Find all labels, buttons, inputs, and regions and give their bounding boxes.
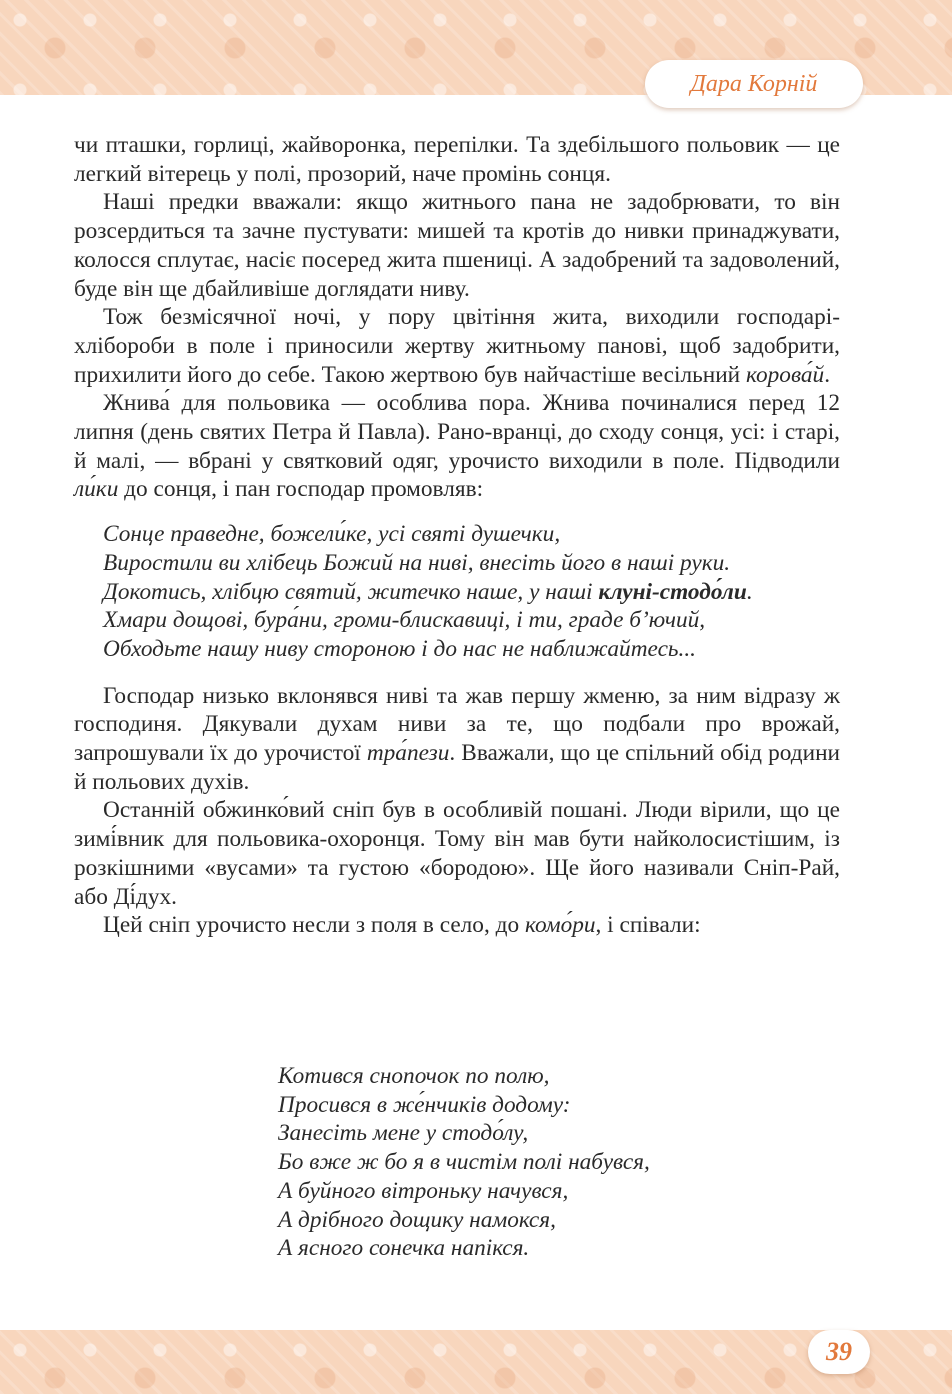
- verse-block-1: [103, 520, 840, 664]
- paragraph-4-text: Жнива́ для польовика — особлива пора. Жнива починалися перед 12 липня (день святих Петра й Павла). Рано-вранці, до сходу сонця, усі: і старі, й малі, — вбрані у святковий одяг, урочисто виходили в поле. Підводили: [74, 390, 840, 474]
- paragraph-3-italic: корова́й: [745, 361, 825, 388]
- paragraph-7-text: Цей сніп урочисто несли з поля в село, до: [103, 912, 525, 939]
- paragraph-3-end: .: [824, 361, 831, 388]
- verse-2-line-5: А буйного вітроньку начувся,: [278, 1177, 569, 1204]
- paragraph-7: [74, 911, 840, 940]
- paragraph-3: [74, 303, 840, 389]
- verse-1-line-5: Обходьте нашу ниву стороною і до нас не наближайтесь...: [103, 635, 696, 662]
- bottom-ornament-band: [0, 1330, 952, 1394]
- author-header-tab: [645, 60, 863, 108]
- main-text: [74, 131, 840, 940]
- verse-2-line-7: А ясного сонечка напікся.: [278, 1235, 530, 1262]
- paragraph-1: чи пташки, горлиці, жайворонка, перепілки. Та здебільшого польовик — це легкий вітерець у полі, прозорий, наче промінь сонця.: [74, 132, 840, 187]
- verse-2-line-1: Котився снопочок по полю,: [278, 1063, 550, 1089]
- page-number: 39: [826, 1337, 852, 1366]
- verse-2-line-6: А дрібного дощику намокся,: [278, 1206, 556, 1233]
- verse-1-line-3: [103, 578, 840, 607]
- verse-1-line-4: Хмари дощові, бура́ни, громи-блискавиці, і ти, граде б’ючий,: [103, 607, 706, 634]
- verse-2-line-2: Просився в же́нчиків додому:: [278, 1091, 571, 1118]
- paragraph-6: Останній обжинко́вий сніп був в особливій пошані. Люди вірили, що це зимі́вник для польовика-охоронця. Тому він мав бути найколосистішим, із розкішними «вусами» та густою «бородою». Ще його називали Сніп-Рай, або Ді́дух.: [74, 797, 840, 910]
- paragraph-5-text: Господар низько вклонявся ниві та жав першу жменю, за ним відразу ж господиня. Дякували духам ниви за те, що подбали про врожай, запрошували їх до урочистої: [74, 682, 840, 767]
- paragraph-2: Наші предки вважали: якщо житнього пана не задобрювати, то він розсердиться та зачне пустувати: мишей та кротів до нивки принаджувати, колосся сплутає, насіє посеред жита пшениці. А задобрений та задоволений, буде він ще дбайливіше доглядати ниву.: [74, 189, 840, 302]
- page-number-badge: [808, 1330, 870, 1374]
- paragraph-7-italic: комо́ри: [524, 912, 596, 939]
- verse-1-line-3-text: Докотись, хлібцю святий, житечко наше, у наші: [103, 578, 599, 605]
- paragraph-5-end: . Вважали, що це спільний обід родини й польових духів.: [74, 740, 840, 795]
- verse-1-line-2: Виростили ви хлібець Божий на ниві, внесіть його в наші руки.: [103, 549, 731, 576]
- paragraph-7-end: , і співали:: [595, 912, 701, 939]
- verse-2-line-3: Занесіть мене у стодо́лу,: [278, 1120, 529, 1147]
- verse-1-line-3-bold: клуні-стодо́ли: [598, 578, 747, 605]
- verse-block-2: [278, 1062, 650, 1263]
- paragraph-5-italic: тра́пези: [366, 740, 450, 767]
- author-name: Дара Корній: [690, 70, 818, 97]
- verse-1-line-1: Сонце праведне, божели́ке, усі святі душечки,: [103, 521, 561, 548]
- verse-2-line-4: Бо вже ж бо я в чистім полі набувся,: [278, 1149, 650, 1176]
- paragraph-5: [74, 682, 840, 797]
- paragraph-4-end: до сонця, і пан господар промовляв:: [118, 476, 484, 503]
- paragraph-3-text: Тож безмісячної ночі, у пору цвітіння жита, виходили господарі-хлібороби в поле і приносили жертву житньому панові, щоб задобрити, прихилити його до себе. Такою жертвою був найчастіше весільний: [74, 304, 840, 388]
- verse-1-line-3-end: .: [746, 578, 753, 605]
- paragraph-4: [74, 389, 840, 504]
- paragraph-4-italic: ли́ки: [74, 476, 119, 503]
